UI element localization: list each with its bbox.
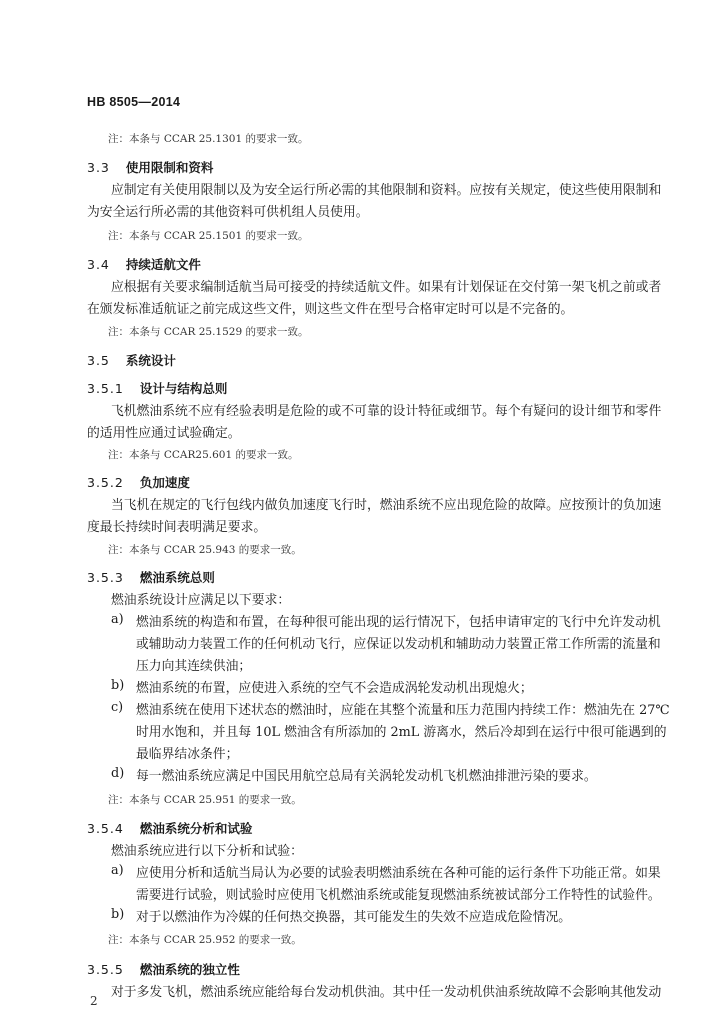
list-item-b-line-1: 对于以燃油作为冷媒的任何热交换器，其可能发生的失效不应造成危险情况。 [136, 910, 572, 925]
list-item-letter: b) [111, 907, 125, 922]
section-3-5-1-line-2: 的适用性应通过试验确定。 [87, 426, 241, 441]
section-3-4-line-1: 应根据有关要求编制适航当局可接受的持续适航文件。如果有计划保证在交付第一架飞机之前或者 [111, 280, 662, 295]
list-item-letter: a) [111, 863, 124, 878]
section-title: 系统设计 [125, 353, 176, 368]
list-item-letter: d) [111, 766, 125, 781]
section-title: 燃油系统分析和试验 [139, 821, 253, 836]
section-number: 3.5.5 [87, 962, 124, 977]
note-ccar-25-1301: 注：本条与 CCAR 25.1301 的要求一致。 [108, 133, 309, 145]
section-3-5-1-line-1: 飞机燃油系统不应有经验表明是危险的或不可靠的设计特征或细节。每个有疑问的设计细节和零件 [111, 404, 662, 419]
list-item-a-line-1: 应使用分析和适航当局认为必要的试验表明燃油系统在各种可能的运行条件下功能正常。如果 [136, 866, 661, 881]
section-title: 使用限制和资料 [125, 160, 214, 175]
list-item-letter: c) [111, 700, 124, 715]
list-item-letter: a) [111, 612, 124, 627]
list-item-c-line-2: 时用水饱和，并且每 10L 燃油含有所添加的 2mL 游离水，然后冷却到在运行中很可能遇到的 [136, 725, 667, 740]
section-title: 燃油系统总则 [139, 570, 215, 585]
list-item-a-line-3: 压力向其连续供油； [136, 659, 252, 674]
section-3-5-2-line-2: 度最长持续时间表明满足要求。 [87, 520, 267, 535]
section-3-5-4-intro: 燃油系统应进行以下分析和试验： [111, 844, 303, 859]
list-item-d-line-1: 每一燃油系统应满足中国民用航空总局有关涡轮发动机飞机燃油排泄污染的要求。 [136, 769, 597, 784]
section-title: 持续适航文件 [125, 257, 201, 272]
section-number: 3.4 [87, 257, 110, 272]
section-3-5-5-heading [87, 960, 240, 978]
section-3-5-3-intro: 燃油系统设计应满足以下要求： [111, 593, 291, 608]
note-ccar-25-1501: 注：本条与 CCAR 25.1501 的要求一致。 [108, 230, 309, 242]
list-item-a-line-2: 需要进行试验，则试验时应使用飞机燃油系统或能复现燃油系统被试部分工作特性的试验件。 [136, 888, 661, 903]
list-item-a-line-2: 或辅助动力装置工作的任何机动飞行，应保证以发动机和辅助动力装置正常工作所需的流量和 [136, 637, 661, 652]
note-ccar-25-601: 注：本条与 CCAR25.601 的要求一致。 [108, 449, 299, 461]
list-item-letter: b) [111, 678, 125, 693]
section-number: 3.3 [87, 160, 110, 175]
section-number: 3.5.2 [87, 475, 124, 490]
section-3-5-1-heading [87, 379, 227, 397]
list-item-b-line-1: 燃油系统的布置，应使进入系统的空气不会造成涡轮发动机出现熄火； [136, 681, 533, 696]
section-number: 3.5.4 [87, 821, 124, 836]
list-item-c-line-3: 最临界结冰条件； [136, 747, 239, 762]
section-3-3-line-1: 应制定有关使用限制以及为安全运行所必需的其他限制和资料。应按有关规定，使这些使用限制和 [111, 183, 662, 198]
note-ccar-25-1529: 注：本条与 CCAR 25.1529 的要求一致。 [108, 326, 309, 338]
section-3-5-3-heading [87, 568, 215, 586]
section-number: 3.5.1 [87, 381, 124, 396]
section-title: 设计与结构总则 [139, 381, 228, 396]
note-ccar-25-943: 注：本条与 CCAR 25.943 的要求一致。 [108, 544, 302, 556]
section-3-5-2-line-1: 当飞机在规定的飞行包线内做负加速度飞行时，燃油系统不应出现危险的故障。应按预计的负加速 [111, 498, 662, 513]
note-ccar-25-952: 注：本条与 CCAR 25.952 的要求一致。 [108, 934, 302, 946]
section-number: 3.5.3 [87, 570, 124, 585]
section-3-3-heading [87, 158, 213, 176]
section-title: 负加速度 [139, 475, 190, 490]
section-3-5-2-heading [87, 473, 190, 491]
section-3-5-5-line-1: 对于多发飞机，燃油系统应能给每台发动机供油。其中任一发动机供油系统故障不会影响其他发动 [111, 985, 662, 1000]
list-item-c-line-1: 燃油系统在使用下述状态的燃油时，应能在其整个流量和压力范围内持续工作：燃油先在 27℃ [136, 703, 670, 718]
list-item-a-line-1: 燃油系统的构造和布置，在每种很可能出现的运行情况下，包括申请审定的飞行中允许发动机 [136, 615, 661, 630]
section-3-4-line-2: 在颁发标准适航证之前完成这些文件，则这些文件在型号合格审定时可以是不完备的。 [87, 302, 574, 317]
page-number: 2 [90, 994, 98, 1008]
standard-code: HB 8505—2014 [87, 95, 181, 109]
section-3-3-line-2: 为安全运行所必需的其他资料可供机组人员使用。 [87, 205, 369, 220]
section-3-5-heading [87, 351, 176, 369]
section-3-5-4-heading [87, 819, 252, 837]
section-3-4-heading [87, 255, 201, 273]
section-title: 燃油系统的独立性 [139, 962, 240, 977]
section-number: 3.5 [87, 353, 110, 368]
note-ccar-25-951: 注：本条与 CCAR 25.951 的要求一致。 [108, 794, 302, 806]
